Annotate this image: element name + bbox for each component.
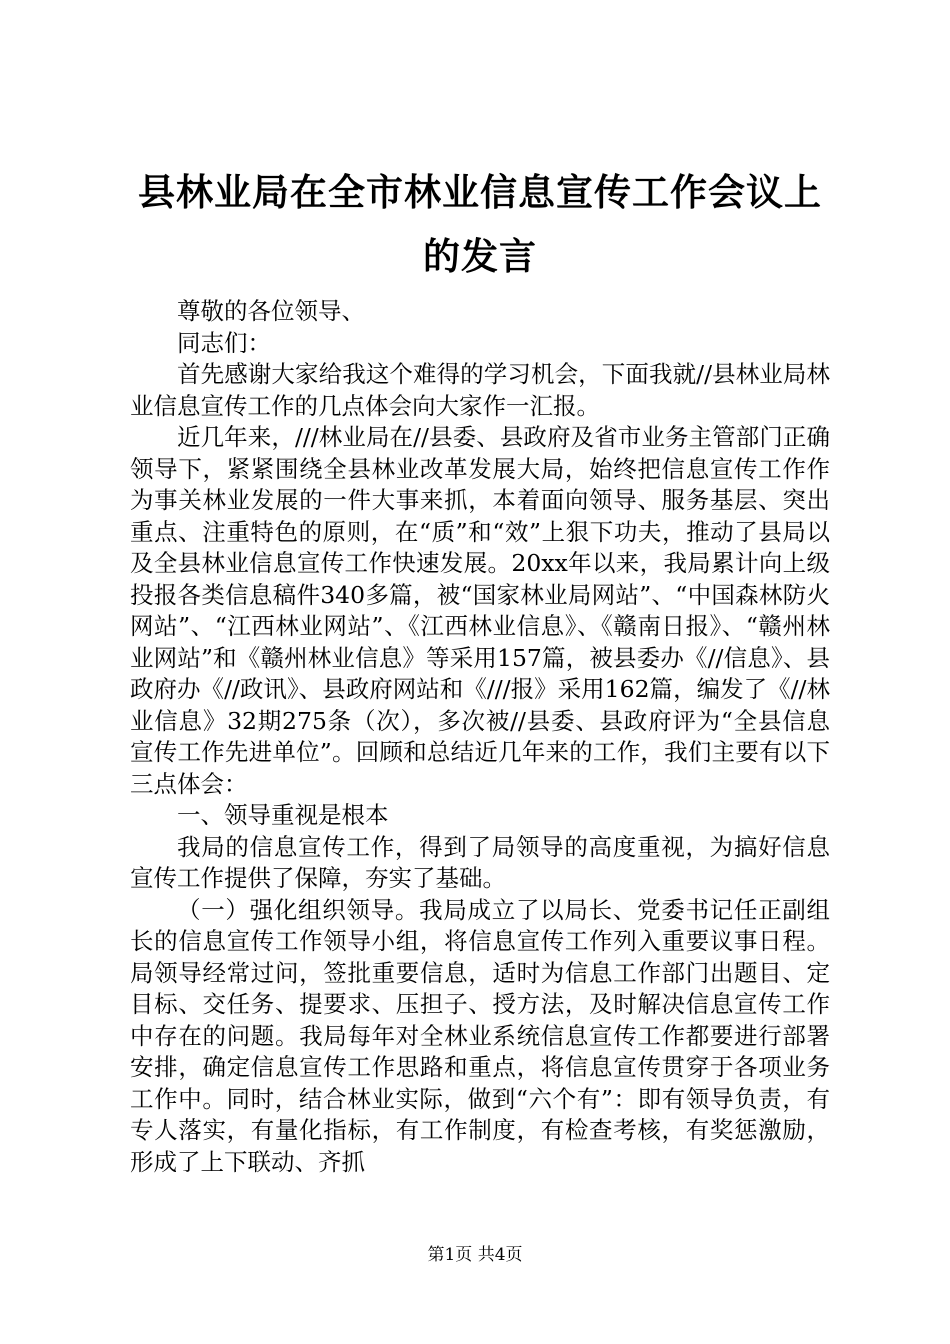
document-title: 县林业局在全市林业信息宣传工作会议上的发言 [138,170,822,278]
paragraph-section-1: 我局的信息宣传工作，得到了局领导的高度重视，为搞好信息宣传工作提供了保障，夯实了基础。 [130,832,830,892]
section-heading-1: 一、领导重视是根本 [177,801,389,829]
paragraph-overview: 近几年来，///林业局在//县委、县政府及省市业务主管部门正确领导下，紧紧围绕全县林业改革发展大局，始终把信息宣传工作作为事关林业发展的一件大事来抓，本着面向领导、服务基层、突出重点、注重特色的原则，在“质”和“效”上狠下功夫，推动了县局以及全县林业信息宣传工作快速发展。20xx年以来，我局累计向上级投报各类信息稿件340多篇，被“国家林业局网站”、“中国森林防火网站”、“江西林业网站”、《江西林业信息》、《赣南日报》、“赣州林业网站”和《赣州林业信息》等采用157篇，被县委办《//信息》、县政府办《//政讯》、县政府网站和《///报》采用162篇，编发了《//林业信息》32期275条（次），多次被//县委、县政府评为“全县信息宣传工作先进单位”。回顾和总结近几年来的工作，我们主要有以下三点体会： [130,423,830,798]
page-footer: 第1页 共4页 [427,1245,523,1265]
paragraph-intro: 首先感谢大家给我这个难得的学习机会，下面我就//县林业局林业信息宣传工作的几点体会向大家作一汇报。 [130,360,830,420]
document-body [130,296,830,1178]
paragraph-subsection-1: （一）强化组织领导。我局成立了以局长、党委书记任正副组长的信息宣传工作领导小组，将信息宣传工作列入重要议事日程。局领导经常过问，签批重要信息，适时为信息工作部门出题目、定目标、交任务、提要求、压担子、授方法，及时解决信息宣传工作中存在的问题。我局每年对全林业系统信息宣传工作都要进行部署安排，确定信息宣传工作思路和重点，将信息宣传贯穿于各项业务工作中。同时，结合林业实际，做到“六个有”：即有领导负责，有专人落实，有量化指标，有工作制度，有检查考核，有奖惩激励，形成了上下联动、齐抓 [130,895,830,1176]
salutation-line-1: 尊敬的各位领导、 [177,297,365,325]
salutation-line-2: 同志们： [177,328,271,357]
